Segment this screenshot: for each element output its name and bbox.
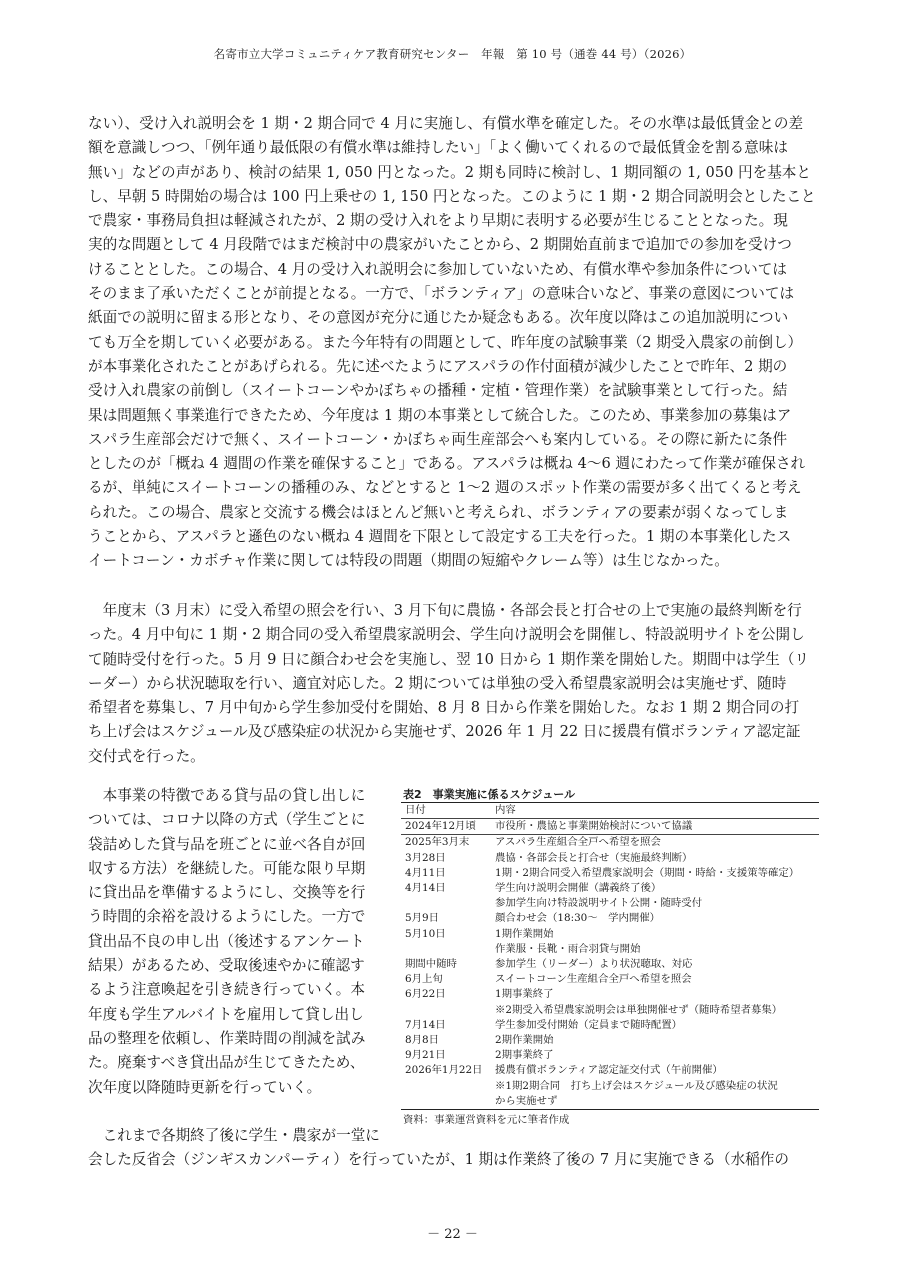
text-line: に貸出品を準備するようにし、交換等を行 [88,884,366,902]
table-row [401,1018,819,1033]
table-cell-content: 作業服・長靴・雨合羽貸与開始 [495,942,641,955]
text-line: けることとした。この場合、4 月の受け入れ説明会に参加していないため、有償水準や参加条件については [88,260,787,278]
table-cell-content: 農協・各部会長と打合せ（実施最終判断） [495,851,693,864]
text-line: 交付式を行った。 [88,747,205,765]
running-header: 名寄市立大学コミュニティケア教育研究センター 年報 第 10 号（通巻 44 号）（2026） [213,47,692,61]
text-line: 本事業の特徴である貸与品の貸し出しに [88,787,366,804]
table-title: 表2 事業実施に係るスケジュール [403,788,575,801]
text-line: ついては、コロナ以降の方式（学生ごとに [88,811,366,829]
table-header-row [401,803,819,819]
text-line: 紙面での説明に留まる形となり、その意図が充分に通じたか疑念もある。次年度以降はこの追加説明につい [88,309,789,327]
table-row [401,1048,819,1063]
table-row [401,987,819,1002]
text-line: うことから、アスパラと遜色のない概ね 4 週間を下限として設定する工夫を行った。1 期の本事業化したス [88,528,792,546]
text-line: で農家・事務局負担は軽減されたが、2 期の受け入れをより早期に表明する必要が生じることとなった。現 [88,212,788,230]
text-line: 年度末（3 月末）に受入希望の照会を行い、3 月下旬に農協・各部会長と打合せの上で実施の最終判断を行 [88,602,802,619]
table-header-content: 内容 [495,804,516,816]
text-line: 希望者を募集し、7 月中旬から学生参加受付を開始、8 月 8 日から作業を開始した。なお 1 期 2 期合同の打 [88,699,800,717]
table-cell-date: 2026年1月22日 [405,1064,483,1077]
text-line: そのまま了承いただくことが前提となる。一方で、「ボランティア」の意味合いなど、事業の意図については [88,285,795,303]
table-row [401,927,819,942]
table-row [401,911,819,926]
page-number: － 22 － [427,1227,478,1242]
table-cell-content: 1期・2期合同受入希望農家説明会（期間・時給・支援策等確定） [495,866,800,879]
table-cell-date: 7月14日 [405,1018,446,1031]
table-cell-content: 2期事業終了 [495,1049,554,1062]
table-row [401,866,819,881]
table-cell-content: 市役所・農協と事業開始検討について協議 [495,820,693,833]
text-line: としたのが「概ね 4 週間の作業を確保すること」である。アスパラは概ね 4〜6 週にわたって作業が確保され [88,455,806,473]
body-paragraph-4 [88,1124,819,1173]
table-cell-content: から実施せず [495,1094,558,1107]
table-row [401,1094,819,1109]
table-cell-date [401,942,493,957]
table-cell-content: ※1期2期合同 打ち上げ会はスケジュール及び感染症の状況 [495,1079,778,1092]
table-row [401,835,819,850]
table-row [401,896,819,911]
table-source-note: 資料：事業運営資料を元に筆者作成 [403,1114,570,1127]
text-line: られた。この場合、農家と交流する機会はほとんど無いと考えられ、ボランティアの要素が弱くなってしま [88,503,789,521]
text-line: て随時受付を行った。5 月 9 日に顔合わせ会を実施し、翌 10 日から 1 期作業を開始した。期間中は学生（リ [88,650,810,668]
text-line: るが、単純にスイートコーンの播種のみ、などとすると 1〜2 週のスポット作業の需要が多く出てくると考え [88,479,802,497]
body-paragraph-2 [88,599,819,769]
text-line: が本事業化されたことがあげられる。先に述べたようにアスパラの作付面積が減少したことで昨年、2 期の [88,357,788,375]
table-cell-content: 参加学生向け特設説明サイト公開・随時受付 [495,897,703,910]
text-line: 受け入れ農家の前倒し（スイートコーンやかぼちゃの播種・定植・管理作業）を試験事業として行った。結 [88,382,788,400]
text-line: ーダー）から状況聴取を行い、適宜対応した。2 期については単独の受入希望農家説明会は実施せず、随時 [88,674,787,692]
table-cell-date: 5月10日 [405,927,446,940]
table-cell-content: 顔合わせ会（18:30～ 学内開催） [495,912,661,925]
table-cell-content: 援農有償ボランティア認定証交付式（午前開催） [495,1064,723,1077]
table-row [401,1033,819,1048]
table-row [401,819,819,835]
table-cell-date [401,896,493,911]
table-row [401,851,819,866]
table-cell-content: 学生向け説明会開催（講義終了後） [495,882,662,895]
text-line: 貸出品不良の申し出（後述するアンケート [88,932,365,950]
table-cell-date: 4月11日 [405,866,446,879]
text-line: し、早朝 5 時開始の場合は 100 円上乗せの 1, 150 円となった。このように 1 期・2 期合同説明会としたこと [88,187,816,205]
table-cell-date [401,1094,493,1109]
table-row [401,1003,819,1018]
text-line: るよう注意喚起を引き続き行っていく。本 [88,981,365,999]
table-cell-content: 学生参加受付開始（定員まで随時配置） [495,1018,683,1031]
text-line: う時間的余裕を設けるようにした。一方で [88,908,366,926]
text-line: ても万全を期していく必要がある。また今年特有の問題として、昨年度の試験事業（2 期受入農家の前倒し） [88,333,803,351]
text-line: 次年度以降随時更新を行っていく。 [88,1078,322,1096]
text-line: 実的な問題として 4 月段階ではまだ検討中の農家がいたことから、2 期開始直前まで追加での参加を受けつ [88,236,792,254]
schedule-table-grid [401,803,819,1109]
table-cell-content: 参加学生（リーダー）より状況聴取、対応 [495,958,693,971]
table-cell-content: 1期作業開始 [495,927,554,940]
text-line: スパラ生産部会だけで無く、スイートコーン・かぼちゃ両生産部会へも案内している。その際に新たに条件 [88,430,788,448]
table-row [401,881,819,896]
table-cell-date: 4月14日 [405,882,446,895]
text-line: ない）、受け入れ説明会を 1 期・2 期合同で 4 月に実施し、有償水準を確定した。その水準は最低賃金との差 [88,115,804,132]
table-cell-date [401,1079,493,1094]
table-row [401,1063,819,1078]
text-line: った。4 月中旬に 1 期・2 期合同の受入希望農家説明会、学生向け説明会を開催し、特設説明サイトを公開し [88,626,805,644]
table-bottom-rule [401,1109,819,1110]
text-line: ち上げ会はスケジュール及び感染症の状況から実施せず、2026 年 1 月 22 日に援農有償ボランティア認定証 [88,723,801,741]
text-line: 年度も学生アルバイトを雇用して貸し出し [88,1005,364,1023]
text-line: これまで各期終了後に学生・農家が一堂に [88,1127,380,1144]
text-line: 無い」などの声があり、検討の結果 1, 050 円となった。2 期も同時に検討し、1 期同額の 1, 050 円を基本と [88,163,811,181]
table-cell-date: 8月8日 [405,1034,440,1047]
table-header-date: 日付 [405,804,426,816]
table-cell-date: 2025年3月末 [405,836,470,849]
table-cell-date: 2024年12月頃 [405,820,476,833]
table-row [401,942,819,957]
text-line: 品の整理を依頼し、作業時間の削減を試み [88,1029,366,1047]
table-cell-date: 6月上旬 [405,973,443,986]
table-cell-content: ※2期受入希望農家説明会は単独開催せず（随時希望者募集） [495,1003,783,1016]
table-row [401,972,819,987]
table-cell-date [401,1003,493,1018]
text-line: 結果）があるため、受取後速やかに確認す [88,957,365,975]
table-row [401,1079,819,1094]
text-line: 果は問題無く事業進行できたため、今年度は 1 期の本事業として統合した。このため、事業参加の募集はア [88,406,792,424]
body-paragraph-1 [88,112,819,574]
table-cell-date: 3月28日 [405,851,446,864]
table-cell-date: 9月21日 [405,1049,446,1062]
table-cell-content: スイートコーン生産組合全戸へ希望を照会 [495,973,692,986]
table-cell-date: 期間中随時 [405,958,457,971]
schedule-table [401,787,819,1128]
text-line: イートコーン・カボチャ作業に関しては特段の問題（期間の短縮やクレーム等）は生じなかった。 [88,552,729,570]
table-cell-date: 6月22日 [405,988,446,1001]
table-cell-content: アスパラ生産組合全戸へ希望を照会 [495,836,661,849]
table-cell-content: 1期事業終了 [495,988,554,1001]
table-cell-date: 5月9日 [405,912,440,925]
text-line: 袋詰めした貸与品を班ごとに並べ各自が回 [88,835,366,853]
text-line: 収する方法）を継続した。可能な限り早期 [88,859,366,877]
body-paragraph-3 [88,784,384,1100]
table-cell-content: 2期作業開始 [495,1034,554,1047]
text-line: 額を意識しつつ、「例年通り最低限の有償水準は維持したい」「よく働いてくれるので最低賃金を割る意味は [88,139,788,157]
text-line: た。廃棄すべき貸出品が生じてきたため、 [88,1054,365,1072]
text-line: 会した反省会（ジンギスカンパーティ）を行っていたが、1 期は作業終了後の 7 月に実施できる（水稲作の [88,1151,789,1169]
table-row [401,957,819,972]
